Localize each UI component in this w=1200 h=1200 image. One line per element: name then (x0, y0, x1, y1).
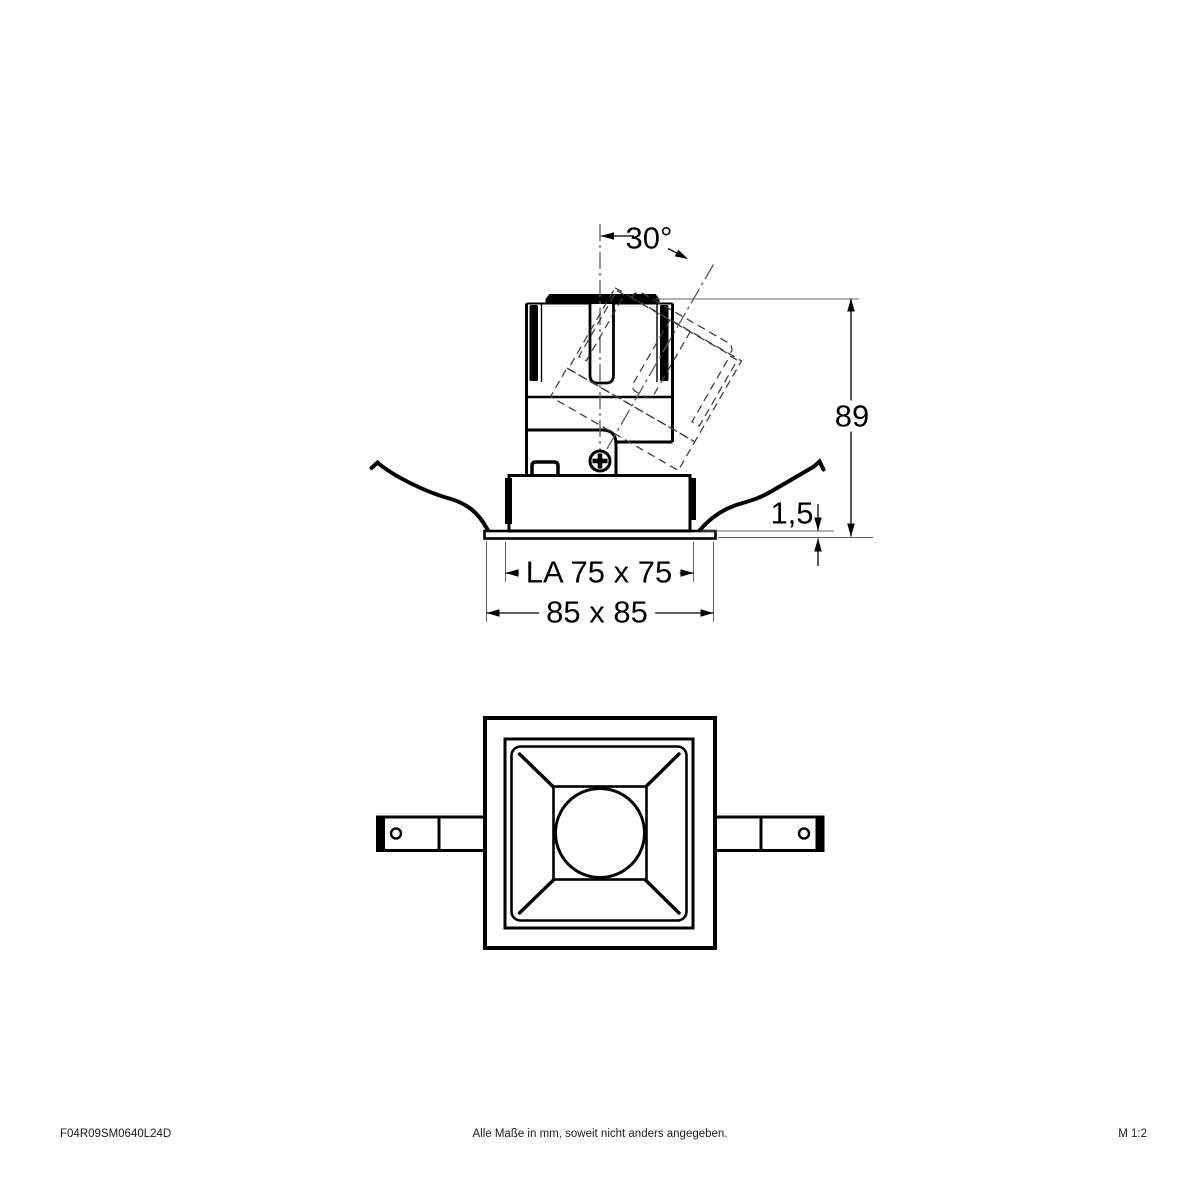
spring-hole-left (391, 829, 401, 839)
cutout-label: LA 75 x 75 (519, 557, 680, 588)
front-view (378, 718, 824, 948)
fin-left (530, 305, 539, 381)
footer-article-code: F04R09SM0640L24D (60, 1128, 172, 1140)
centerline-tilted (600, 264, 714, 461)
spring-arm-right (715, 817, 823, 851)
overall-size-label: 85 x 85 (539, 597, 655, 628)
mounting-spring-left (372, 463, 488, 530)
height-label: 89 (828, 401, 876, 432)
base-housing (509, 476, 690, 532)
center-slot (590, 304, 614, 384)
side-view (372, 294, 824, 539)
spring-arm-left (378, 817, 486, 851)
pivot-screw-icon (590, 451, 610, 471)
footer-note: Alle Maße in mm, soweit nicht anders angegeben. (472, 1128, 728, 1140)
lens-circle (556, 789, 645, 878)
spring-hole-right (799, 829, 809, 839)
top-cap (546, 294, 660, 304)
recess-depth-label: 1,5 (770, 495, 814, 531)
tilt-angle-label: 30° (625, 220, 673, 256)
wire-clip (532, 462, 558, 476)
base-tab-right (689, 478, 696, 520)
base-tab-left (505, 478, 512, 524)
footer-scale: M 1:2 (1118, 1128, 1147, 1140)
